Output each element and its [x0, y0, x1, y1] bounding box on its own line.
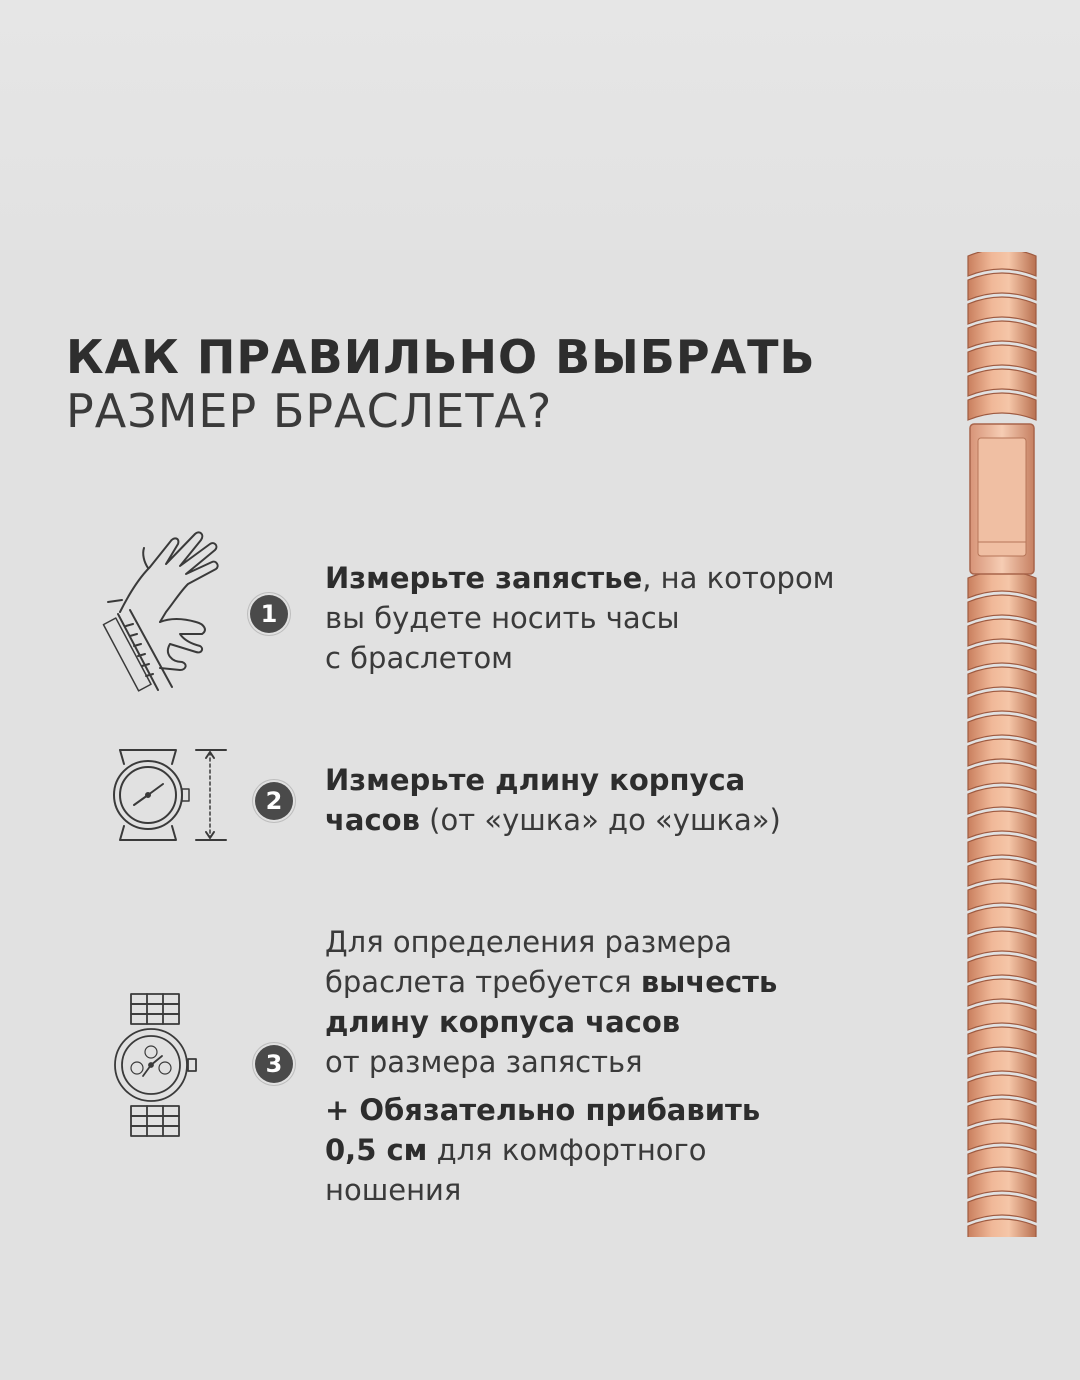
step-2-text: [325, 760, 885, 840]
step-1-bold: Измерьте запястье: [325, 561, 643, 595]
watch-case-length-icon: [100, 742, 230, 852]
step-3-line1: Для определения размера: [325, 925, 733, 959]
step-3-badge: 3: [255, 1045, 293, 1083]
page-title: [66, 330, 946, 439]
step-3-line5-bold: + Обязательно прибавить: [325, 1093, 761, 1127]
step-2-bold-line2: часов: [325, 803, 420, 837]
wristwatch-bracelet-icon: [105, 990, 205, 1145]
step-2-line2: (от «ушка» до «ушка»): [419, 803, 781, 837]
title-line-2: РАЗМЕР БРАСЛЕТА?: [66, 384, 553, 439]
step-3-line6-normal: для комфортного: [427, 1133, 707, 1167]
title-line-1: КАК ПРАВИЛЬНО ВЫБРАТЬ: [66, 330, 816, 384]
step-1-badge: 1: [250, 595, 288, 633]
step-3-line2-bold: вычесть: [640, 965, 778, 999]
step-3-line6-bold: 0,5 см: [325, 1133, 428, 1167]
step-3-line2-normal: браслета требуется: [325, 965, 641, 999]
step-3-text: [325, 922, 885, 1210]
step-3-line3-bold: длину корпуса часов: [325, 1005, 681, 1039]
step-3-line4: от размера запястья: [325, 1045, 643, 1079]
step-3-line7: ношения: [325, 1173, 462, 1207]
step-1-line3: с браслетом: [325, 641, 514, 675]
step-1-line1: , на котором: [642, 561, 835, 595]
top-band: [0, 0, 1080, 250]
gold-bracelet-image: [962, 252, 1042, 1242]
step-2-badge: 2: [255, 782, 293, 820]
step-1-line2: вы будете носить часы: [325, 601, 680, 635]
hand-measuring-wrist-icon: [100, 522, 230, 702]
step-2-bold-line1: Измерьте длину корпуса: [325, 763, 746, 797]
step-1-text: [325, 558, 885, 678]
